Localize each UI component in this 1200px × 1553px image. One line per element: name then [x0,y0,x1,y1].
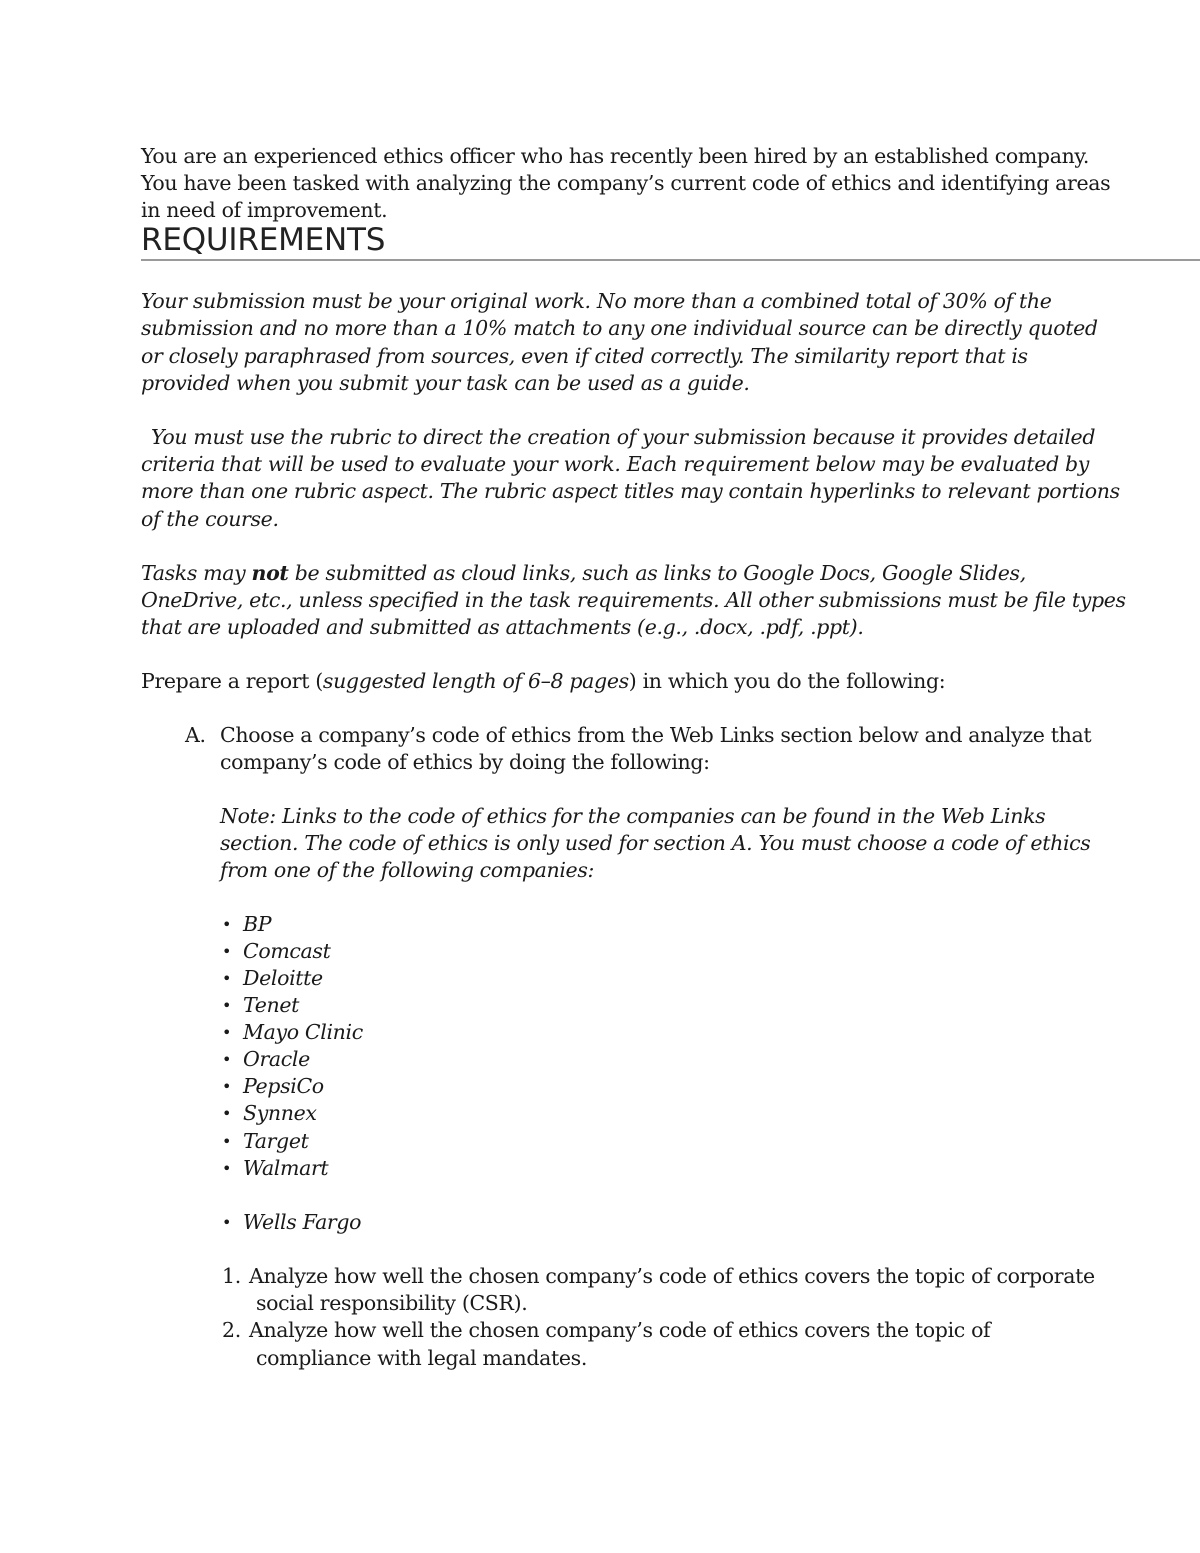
originality-line: or closely paraphrased from sources, even if cited correctly. The similarity report that is [141,344,1028,368]
cloud-text: be submitted as cloud links, such as links to Google Docs, Google Slides, [288,561,1026,585]
section-a-line: Choose a company’s code of ethics from the Web Links section below and analyze that [220,723,1092,747]
originality-line: provided when you submit your task can be used as a guide. [141,371,750,395]
item-line: Analyze how well the chosen company’s code of ethics covers the topic of [249,1318,991,1342]
bullet: • [222,1159,232,1178]
rubric-line: of the course. [141,507,279,531]
cloud-line [141,560,1026,587]
requirements-heading: REQUIREMENTS [141,222,386,258]
rubric-line: criteria that will be used to evaluate your work. Each requirement below may be evaluated by [141,452,1090,476]
cloud-text: Tasks may [141,561,252,585]
item-line: compliance with legal mandates. [256,1346,587,1370]
company-name: Comcast [243,939,331,963]
company-name: Target [243,1129,309,1153]
prepare-text: ) in which you do the following: [628,669,946,693]
company-name: Synnex [243,1101,317,1125]
company-name: Mayo Clinic [243,1020,363,1044]
prepare-report-line [141,668,945,695]
bullet: • [222,996,232,1015]
bullet: • [222,1104,232,1123]
cloud-line: that are uploaded and submitted as attachments (e.g., .docx, .pdf, .ppt). [141,615,864,639]
company-name: Tenet [243,993,300,1017]
item-line: social responsibility (CSR). [256,1291,528,1315]
section-a-line: company’s code of ethics by doing the following: [220,750,710,774]
company-name: Walmart [243,1156,329,1180]
section-a-marker: A. [185,723,206,747]
bullet: • [222,1023,232,1042]
suggested-length: suggested length of 6–8 pages [322,669,629,693]
item-marker: 2. [222,1318,241,1342]
emphasis-not: not [251,561,289,585]
rubric-line: You must use the rubric to direct the creation of your submission because it provides detailed [151,425,1096,449]
intro-line: in need of improvement. [141,198,388,222]
item-line: Analyze how well the chosen company’s code of ethics covers the topic of corporate [249,1264,1095,1288]
bullet: • [222,915,232,934]
originality-line: Your submission must be your original work. No more than a combined total of 30% of the [141,289,1052,313]
section-a-note-line: section. The code of ethics is only used for section A. You must choose a code of ethics [220,831,1091,855]
prepare-text: Prepare a report ( [141,669,323,693]
rubric-line: more than one rubric aspect. The rubric aspect titles may contain hyperlinks to relevant portions [141,479,1120,503]
item-marker: 1. [222,1264,241,1288]
company-name: Deloitte [243,966,323,990]
bullet: • [222,942,232,961]
intro-line: You are an experienced ethics officer who has recently been hired by an established company. [141,144,1090,168]
intro-line: You have been tasked with analyzing the company’s current code of ethics and identifying areas [141,171,1111,195]
bullet: • [222,1213,232,1232]
company-name: BP [243,912,272,936]
section-a-note-line: Note: Links to the code of ethics for the companies can be found in the Web Links [220,804,1046,828]
company-name: PepsiCo [243,1074,324,1098]
company-name: Oracle [243,1047,310,1071]
bullet: • [222,969,232,988]
heading-rule [141,259,1200,261]
bullet: • [222,1077,232,1096]
cloud-line: OneDrive, etc., unless specified in the task requirements. All other submissions must be file types [141,588,1126,612]
originality-line: submission and no more than a 10% match to any one individual source can be directly quoted [141,316,1098,340]
company-name: Wells Fargo [243,1210,362,1234]
bullet: • [222,1050,232,1069]
bullet: • [222,1132,232,1151]
section-a-note-line: from one of the following companies: [220,858,595,882]
